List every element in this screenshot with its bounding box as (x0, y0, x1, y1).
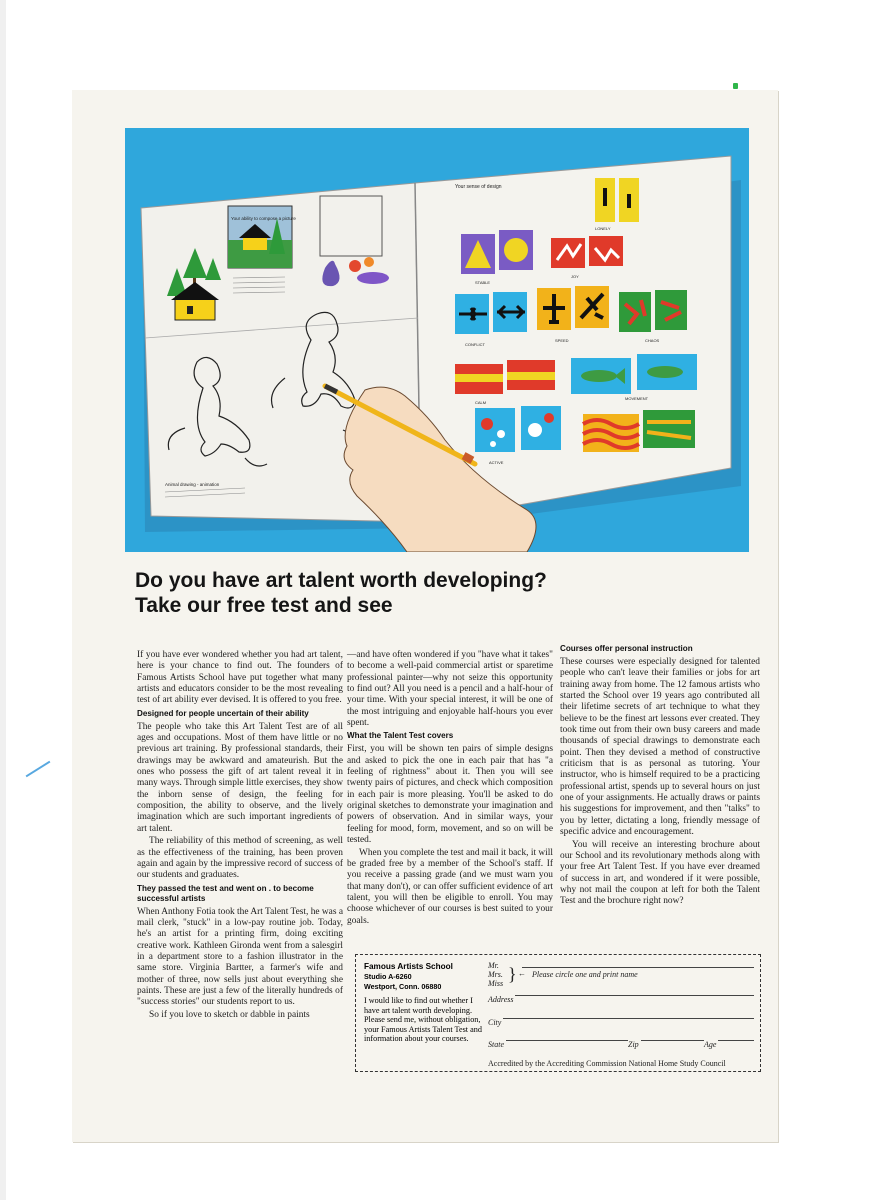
booklet-caption-design: Your sense of design (455, 184, 502, 190)
state-label: State (488, 1040, 504, 1049)
title-mrs[interactable]: Mrs. (488, 970, 503, 979)
print-mark (733, 83, 738, 89)
paragraph: So if you love to sketch or dabble in paints (149, 1009, 310, 1020)
paragraph: If you have ever wondered whether you had art talent, here is your chance to find out. The founders of Famous Artists School have put together what many artists and educators consider to be the most revealing test of art ability ever devised. It is offered to you free. (137, 650, 343, 706)
booklet-label-active: ACTIVE (489, 460, 504, 465)
paragraph: The people who take this Art Talent Test are of all ages and occupations. Most of them have little or no previous art training. By professional standards, their drawings may be awkward and amateurish. But the ones who possess the gift of art talent reveal it in many ways. Through simple little exercises, they show the inborn sense of design, the feeling for composition, the ability to observe, and the lively imagination which are such important ingredients of art talent. (137, 721, 343, 834)
paragraph: You will receive an interesting brochure about our School and its revolutionary methods along with your free Art Talent Test. If you have ever dreamed of success in art, and wondered if it were possible, why not mail the coupon at left for both the Talent Test and the brochure right now? (560, 839, 760, 907)
booklet-label-calm: CALM (475, 400, 487, 405)
accreditation-note: Accredited by the Accrediting Commission National Home Study Council (488, 1059, 726, 1068)
name-field[interactable] (522, 967, 754, 968)
art-test-booklet-illustration (125, 128, 749, 552)
subheading: Courses offer personal instruction (560, 644, 693, 653)
title-mr[interactable]: Mr. (488, 961, 499, 970)
coupon-studio: Studio A-6260 (364, 972, 412, 981)
coupon-city: Westport, Conn. 06880 (364, 982, 442, 991)
article-column-2 (347, 650, 553, 928)
circle-note: Please circle one and print name (532, 970, 638, 979)
subheading: Designed for people uncertain of their ability (137, 708, 309, 718)
booklet-label-stable: STABLE (475, 280, 491, 285)
paragraph: When Anthony Fotia took the Art Talent Test, he was a mail clerk, "stuck" in a low-pay routine job. Today, he's an artist for a printing firm, doing exciting creative work. Kathleen Gironda went from a salesgirl in a department store to a fashion illustrator in the same store. Virginia Bartter, a farmer's wife and mother of three, now sells just about everything she paints. These are just a few of the literally hundreds of "success stories" our students report to us. (137, 906, 343, 1008)
stray-ink-mark (26, 761, 51, 778)
state-zip-age-field[interactable] (488, 1040, 754, 1049)
address-label: Address (488, 995, 514, 1004)
coupon-school-name: Famous Artists School (364, 962, 453, 971)
city-label: City (488, 1018, 502, 1027)
article-column-3 (560, 642, 760, 909)
paragraph: First, you will be shown ten pairs of simple designs and asked to pick the one in each pair that has "a feeling of rightness" about it. Then you will see twenty pairs of pictures, and check which composition in each pair is more pleasing. You'll be asked to do original sketches to demonstrate your imagination and powers of observation. And in similar ways, your feeling for mood, form, movement, and so on will be tested. (347, 744, 553, 846)
coupon-request-text: I would like to find out whether I have art talent worth developing. Please send me, without obligation, your Famous Artists Talent Test and information about your courses. (364, 996, 482, 1044)
booklet-caption-animal: Animal drawing - animation (165, 482, 220, 487)
booklet-caption-compose: Your ability to compose a picture (231, 216, 296, 221)
headline-line-1: Do you have art talent worth developing? (135, 569, 547, 592)
paragraph: These courses were especially designed for talented people who can't leave their families or jobs for art training away from home. The 12 famous artists who started the School over 19 years ago contributed all their lifetime secrets of art technique to what they believe to be the finest art lessons ever created. They took time out from their own busy careers and made thousands of special drawings to demonstrate each point. Then they devised a method of constructive criticism that is as personal as tutoring. Your instructor, who is himself required to be a practicing professional artist, spends up to several hours on just one of your assignments. He actually draws or paints his suggestions for improvement, and then "talks" to you by letter, dictating a long, friendly message of specific advice and encouragement. (560, 657, 760, 838)
paragraph: When you complete the test and mail it back, it will be graded free by a member of the School's staff. If you receive a passing grade (and we must warn you that many don't), or can offer sufficient evidence of art talent, you will then be eligible to enroll. You may choose whichever of our courses is best suited to your goals. (347, 847, 553, 926)
subheading: They passed the test and went on . to become successful artists (137, 883, 314, 903)
title-options[interactable] (488, 961, 503, 988)
booklet-label-lonely: LONELY (595, 226, 611, 231)
age-label: Age (704, 1040, 717, 1049)
city-field[interactable] (488, 1018, 754, 1027)
brace-icon: } (508, 964, 517, 984)
booklet-label-chaos: CHAOS (645, 338, 660, 343)
zip-label: Zip (628, 1040, 639, 1049)
booklet-label-joy: JOY (571, 274, 579, 279)
booklet-label-movement: MOVEMENT (625, 396, 649, 401)
paragraph: —and have often wondered if you "have what it takes" to become a well-paid commercial artist or sparetime professional painter—why not seize this opportunity to find out? All you need is a pencil and a half-hour of your time. With your special interest, it will be one of the most intriguing and enjoyable half-hours you ever spent. (347, 650, 553, 729)
headline-line-2: Take our free test and see (135, 594, 393, 617)
address-field[interactable] (488, 995, 754, 1004)
paragraph: The reliability of this method of screening, as well as the effectiveness of the training, has been proven again and again by the impressive record of success of our students and graduates. (137, 836, 343, 881)
booklet-label-speed: SPEED (555, 338, 569, 343)
mail-in-coupon[interactable] (355, 954, 761, 1072)
coupon-school-info (364, 961, 482, 1044)
headline (135, 568, 735, 618)
arrow-left-icon: ← (518, 969, 526, 978)
booklet-label-conflict: CONFLICT (465, 342, 485, 347)
title-miss[interactable]: Miss (488, 979, 504, 988)
article-column-1 (137, 650, 343, 1022)
subheading: What the Talent Test covers (347, 731, 454, 741)
scan-edge (0, 0, 6, 1200)
